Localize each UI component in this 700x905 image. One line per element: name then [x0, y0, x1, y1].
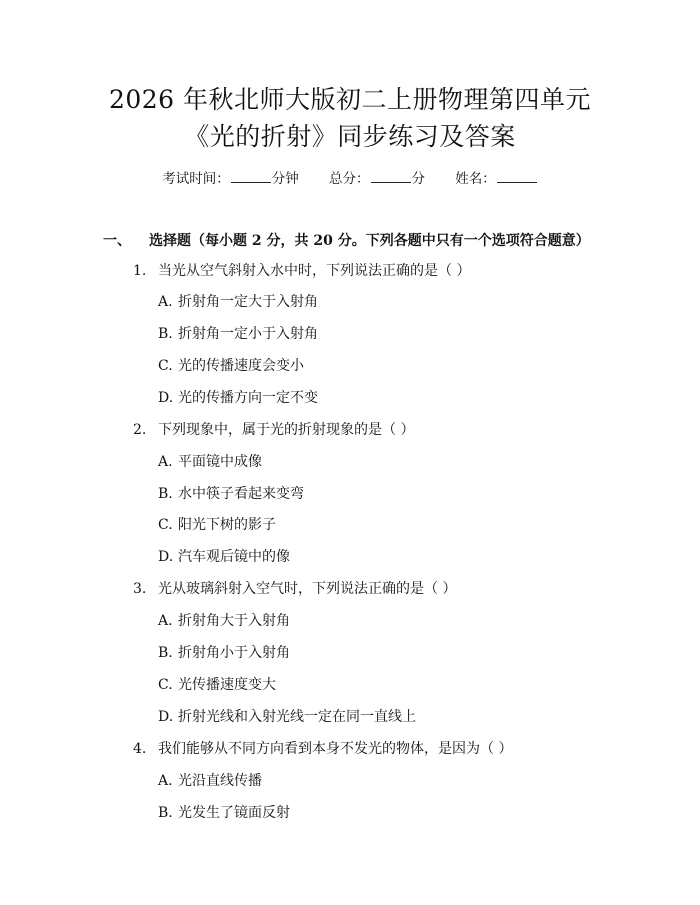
question-2-option-d — [158, 547, 290, 567]
question-4-option-b — [158, 803, 290, 823]
question-number: 2. — [133, 422, 147, 438]
option-text: 光的传播方向一定不变 — [178, 390, 318, 406]
option-text: 折射光线和入射光线一定在同一直线上 — [178, 709, 416, 725]
exam-time-field — [162, 168, 299, 189]
option-text: 平面镜中成像 — [178, 454, 262, 470]
option-text: 汽车观后镜中的像 — [178, 549, 290, 565]
question-3-option-c — [158, 675, 276, 695]
question-1 — [133, 261, 470, 281]
question-text: 当光从空气斜射入水中时，下列说法正确的是（ ） — [158, 263, 471, 279]
option-letter: C. — [158, 517, 173, 533]
section-heading — [103, 231, 590, 251]
question-number: 3. — [133, 581, 147, 597]
question-3 — [133, 579, 456, 599]
exam-info-row — [0, 168, 700, 189]
option-text: 折射角小于入射角 — [178, 645, 290, 661]
option-letter: A. — [158, 294, 173, 310]
option-letter: B. — [158, 486, 173, 502]
total-score-field — [329, 168, 425, 189]
option-letter: D. — [158, 390, 174, 406]
exam-time-unit: 分钟 — [271, 171, 299, 187]
name-blank — [497, 168, 537, 183]
question-4-option-a — [158, 771, 262, 791]
option-text: 阳光下树的影子 — [178, 517, 276, 533]
question-number: 4. — [133, 741, 147, 757]
question-1-option-a — [158, 292, 318, 312]
question-2-option-b — [158, 484, 304, 504]
option-text: 折射角一定小于入射角 — [178, 326, 318, 342]
name-field — [455, 168, 538, 189]
total-score-unit: 分 — [411, 171, 425, 187]
option-letter: C. — [158, 677, 173, 693]
option-letter: B. — [158, 805, 173, 821]
question-text: 光从玻璃斜射入空气时，下列说法正确的是（ ） — [158, 581, 457, 597]
option-letter: C. — [158, 358, 173, 374]
name-label: 姓名： — [455, 171, 496, 187]
total-score-blank — [371, 168, 411, 183]
option-text: 光传播速度变大 — [178, 677, 276, 693]
question-2-option-a — [158, 452, 262, 472]
question-3-option-a — [158, 611, 290, 631]
question-text: 我们能够从不同方向看到本身不发光的物体，是因为（ ） — [158, 741, 513, 757]
title-line-2: 《光的折射》同步练习及答案 — [184, 122, 516, 151]
option-letter: D. — [158, 709, 174, 725]
option-letter: A. — [158, 613, 173, 629]
question-2 — [133, 420, 414, 440]
option-letter: B. — [158, 326, 173, 342]
question-2-option-c — [158, 515, 276, 535]
question-1-option-c — [158, 356, 304, 376]
exam-time-label: 考试时间： — [162, 171, 230, 187]
section-title: 选择题（每小题 2 分，共 20 分。下列各题中只有一个选项符合题意） — [149, 233, 590, 249]
question-3-option-b — [158, 643, 290, 663]
option-letter: D. — [158, 549, 174, 565]
option-text: 水中筷子看起来变弯 — [178, 486, 304, 502]
question-text: 下列现象中，属于光的折射现象的是（ ） — [158, 422, 415, 438]
option-letter: A. — [158, 454, 173, 470]
total-score-label: 总分： — [329, 171, 370, 187]
option-text: 光沿直线传播 — [178, 773, 262, 789]
option-text: 光的传播速度会变小 — [178, 358, 304, 374]
section-number: 一、 — [103, 233, 131, 249]
question-number: 1. — [133, 263, 147, 279]
title-line-1: 2026 年秋北师大版初二上册物理第四单元 — [108, 85, 592, 114]
option-text: 折射角一定大于入射角 — [178, 294, 318, 310]
question-1-option-b — [158, 324, 318, 344]
question-1-option-d — [158, 388, 318, 408]
exam-time-blank — [231, 168, 271, 183]
option-letter: A. — [158, 773, 173, 789]
option-text: 光发生了镜面反射 — [178, 805, 290, 821]
option-text: 折射角大于入射角 — [178, 613, 290, 629]
question-3-option-d — [158, 707, 416, 727]
question-4 — [133, 739, 512, 759]
option-letter: B. — [158, 645, 173, 661]
